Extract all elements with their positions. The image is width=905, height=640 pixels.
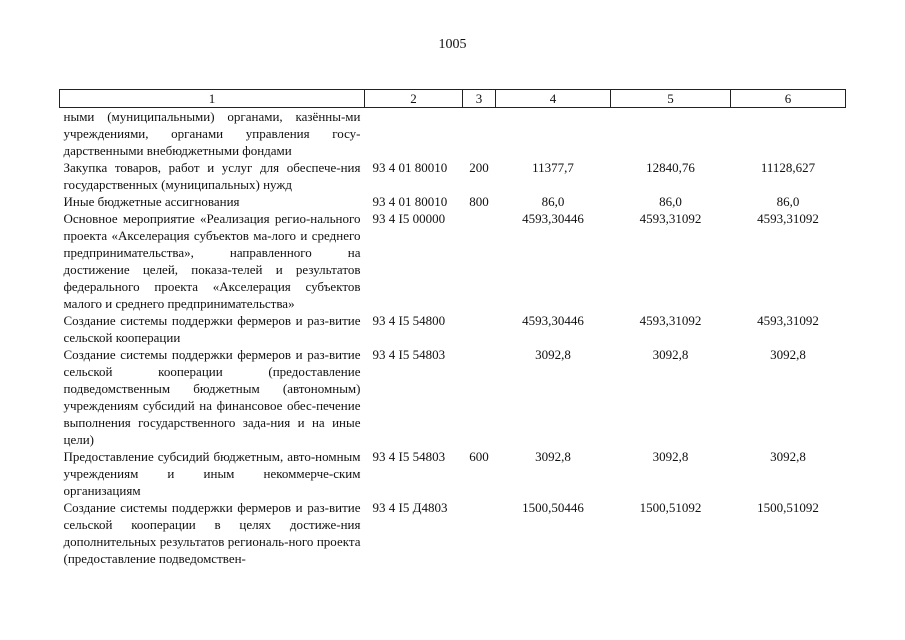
row-code: 93 4 I5 Д4803 [372,500,448,515]
row-expense-type [463,108,496,160]
row-value-col4: 1500,50446 [522,500,584,515]
row-value-col4: 4593,30446 [522,313,584,328]
row-code: 93 4 I5 54800 [372,313,446,328]
row-value-col6 [731,108,846,160]
header-row [60,90,846,108]
table-row [60,346,846,448]
row-value-col5 [611,108,731,160]
row-value-col4 [496,108,611,160]
row-expense-type [463,346,496,448]
row-description: ными (муниципальными) органами, казённы-ми учреждениями, органами управления госу-дарственными внебюджетными фондами [63,109,361,158]
row-expense-type: 200 [469,160,489,175]
row-value-col6: 86,0 [776,194,800,209]
row-code: 93 4 I5 54803 [372,449,446,464]
row-value-col6: 1500,51092 [757,500,819,515]
row-value-col4: 3092,8 [535,347,571,362]
row-code: 93 4 01 80010 [372,194,448,209]
row-value-col6: 3092,8 [770,449,806,464]
page-number: 1005 [438,37,467,52]
row-expense-type: 800 [469,194,489,209]
row-value-col5: 4593,31092 [639,211,702,226]
table-row [60,448,846,499]
row-code [365,108,463,160]
budget-table [59,89,846,567]
row-value-col4: 4593,30446 [522,211,584,226]
row-description: Предоставление субсидий бюджетным, авто-номным учреждениям и иным некоммерче-ским организациям [63,449,361,498]
column-header: 6 [731,90,846,108]
row-code: 93 4 I5 00000 [372,211,446,226]
row-expense-type [463,312,496,346]
row-value-col6: 3092,8 [770,347,806,362]
row-expense-type: 600 [469,449,489,464]
row-value-col5: 1500,51092 [639,500,702,515]
row-value-col6: 4593,31092 [757,313,819,328]
table-row [60,193,846,210]
row-description: Иные бюджетные ассигнования [63,194,240,209]
budget-table-container [59,89,845,567]
row-value-col4: 11377,7 [532,160,574,175]
row-code: 93 4 01 80010 [372,160,448,175]
row-value-col4: 3092,8 [535,449,571,464]
column-header: 3 [463,90,496,108]
row-value-col6: 4593,31092 [757,211,819,226]
row-description: Основное мероприятие «Реализация регио-нального проекта «Акселерация субъектов ма-лого и среднего предпринимательства», направленного на достижение целей, показа-телей и результатов федерального проекта «Акселерация субъектов малого и среднего предпринимательства» [63,211,361,311]
column-header: 4 [496,90,611,108]
table-row [60,312,846,346]
table-row [60,499,846,567]
column-header: 1 [60,90,365,108]
row-description: Создание системы поддержки фермеров и раз-витие сельской кооперации [63,313,361,345]
row-description: Создание системы поддержки фермеров и раз-витие сельской кооперации (предоставление подведомственным бюджетным (автономным) учреждениям субсидий на финансовое обес-печение выполнения государственного зада-ния и на иные цели) [63,347,361,447]
row-value-col5: 4593,31092 [639,313,702,328]
row-expense-type [463,210,496,312]
table-row [60,108,846,160]
row-value-col4: 86,0 [541,194,565,209]
row-code: 93 4 I5 54803 [372,347,446,362]
row-value-col6: 11128,627 [760,160,816,175]
row-value-col5: 3092,8 [652,449,689,464]
column-header: 2 [365,90,463,108]
row-value-col5: 12840,76 [646,160,695,175]
row-value-col5: 86,0 [659,194,682,209]
row-description: Создание системы поддержки фермеров и раз-витие сельской кооперации в целях достиже-ния дополнительных результатов региональ-ного проекта (предоставление подведомствен- [63,500,361,566]
row-description: Закупка товаров, работ и услуг для обеспече-ния государственных (муниципальных) нужд [63,160,361,192]
table-row [60,210,846,312]
column-header: 5 [611,90,731,108]
row-expense-type [463,499,496,567]
row-value-col5: 3092,8 [652,347,689,362]
table-row [60,159,846,193]
